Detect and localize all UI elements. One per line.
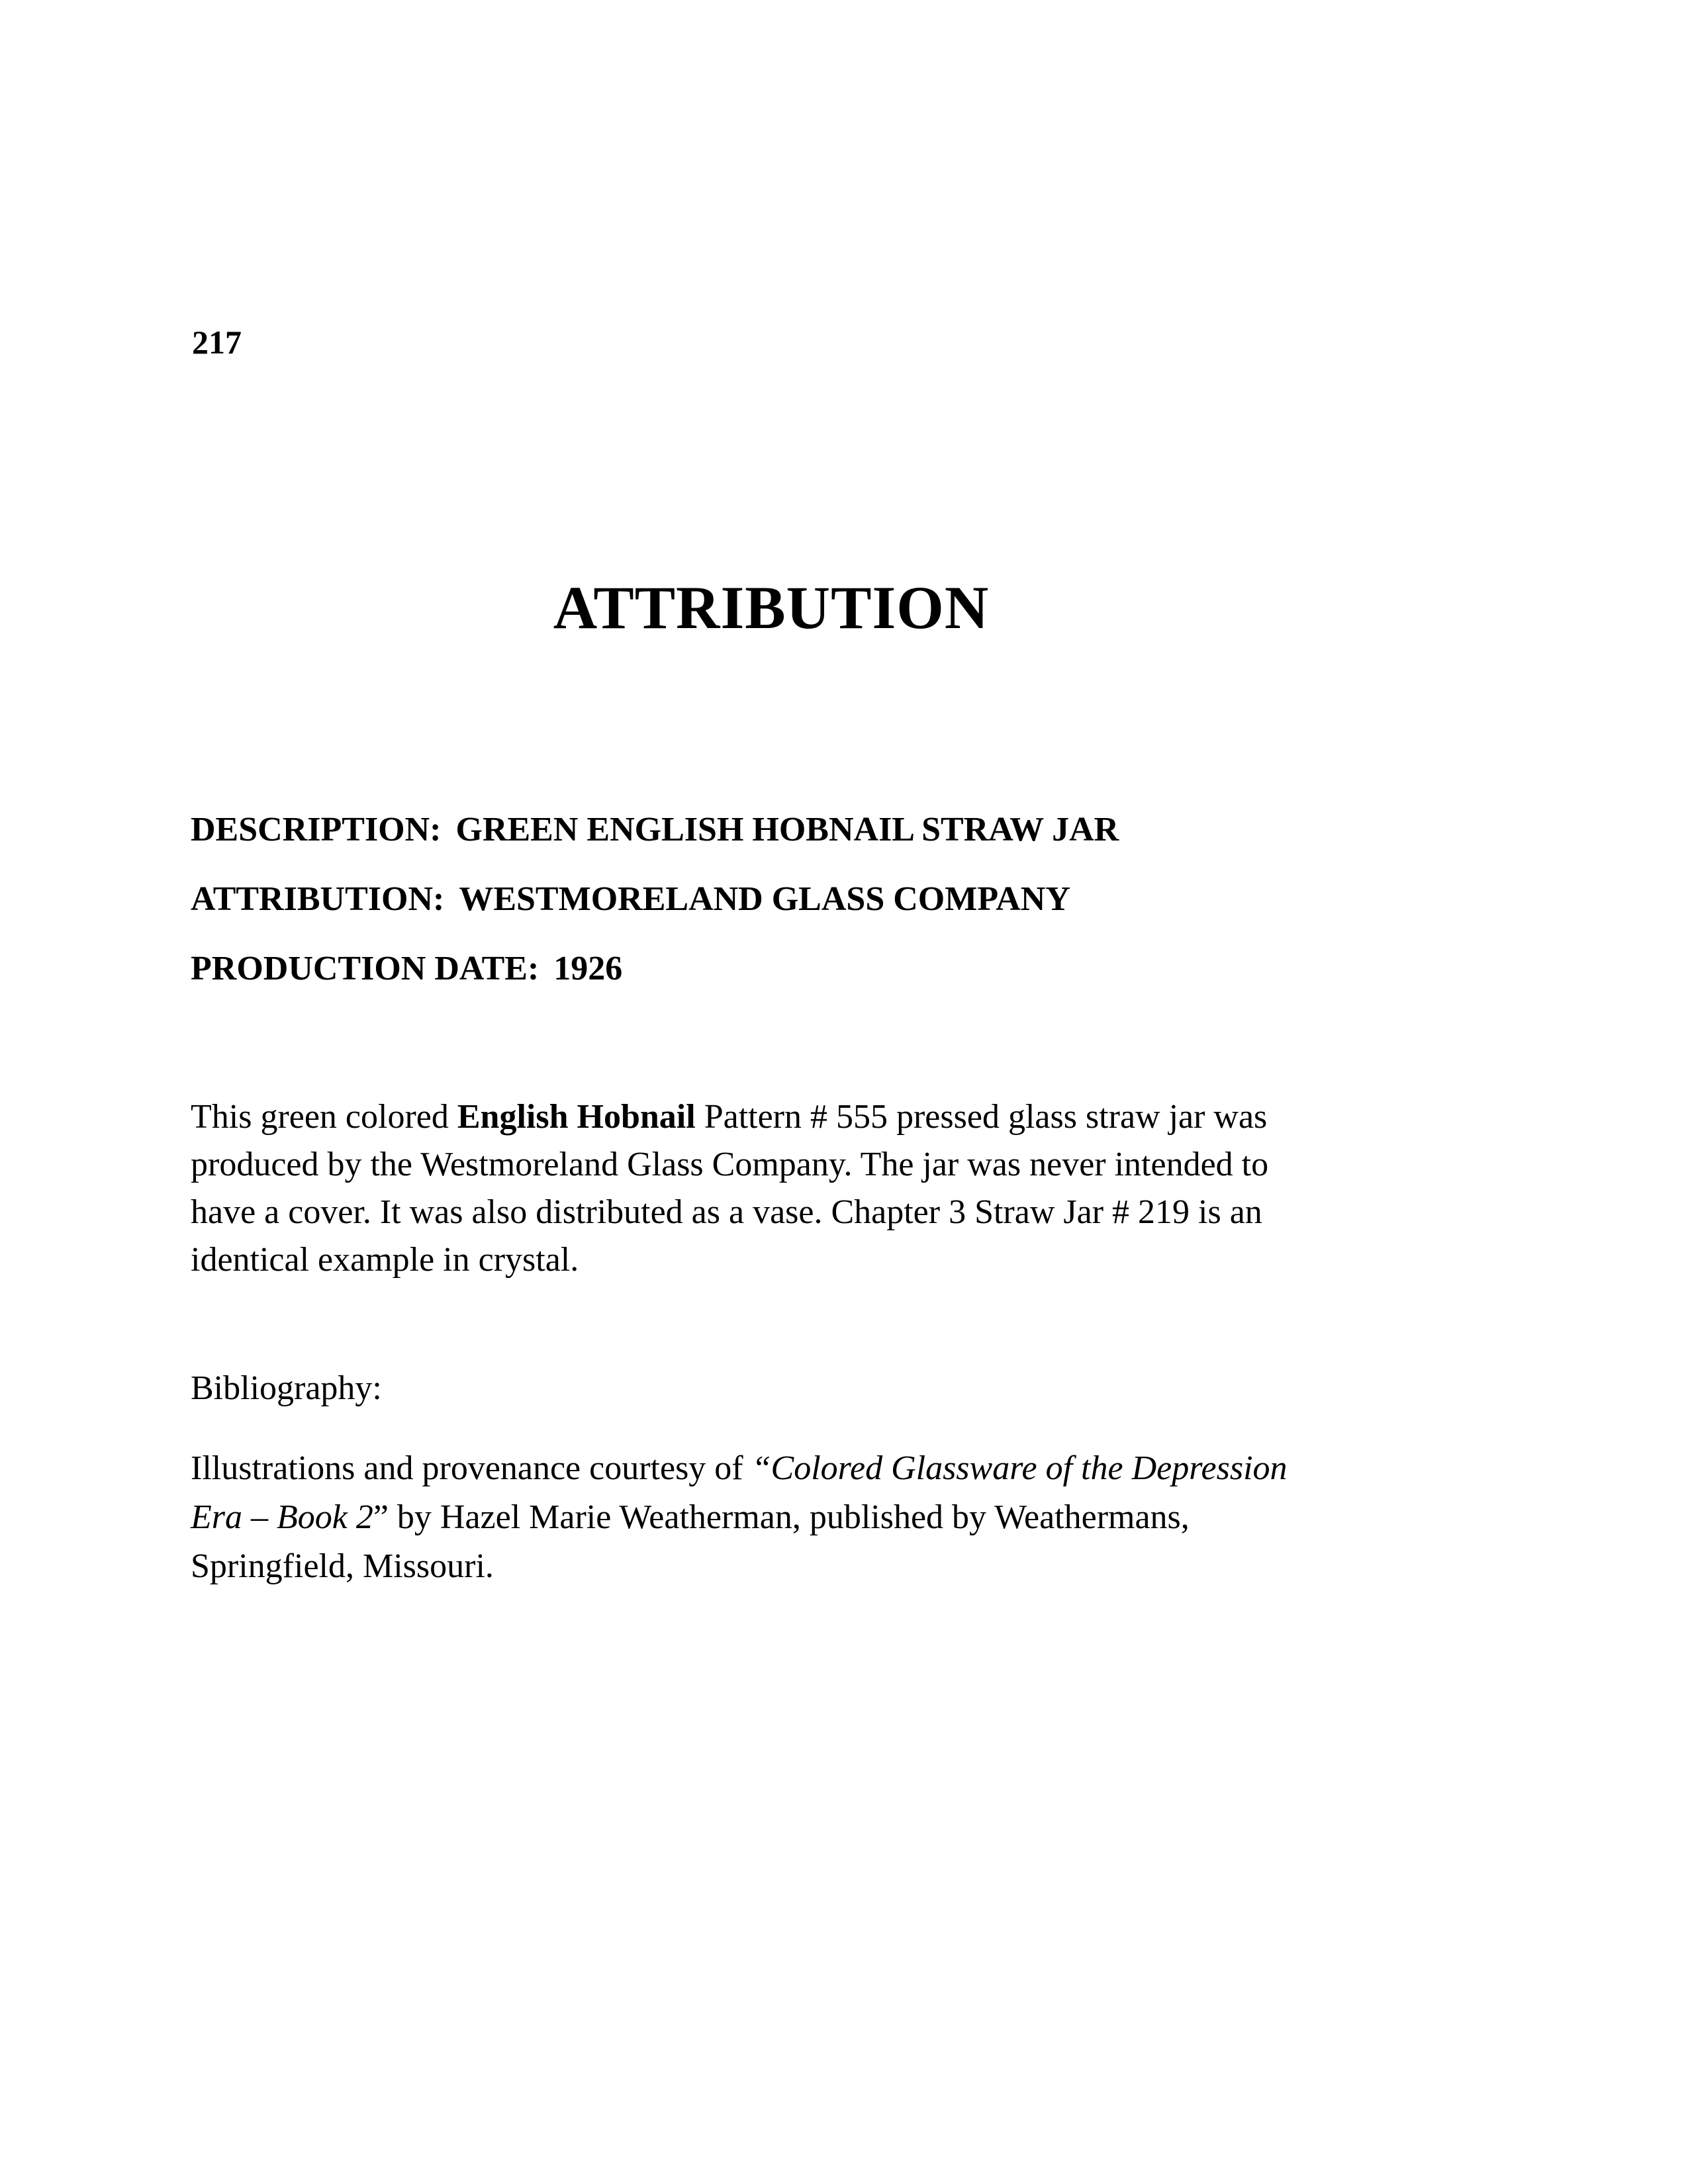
- page-title: ATTRIBUTION: [553, 574, 990, 641]
- paragraph-text: This green colored: [191, 1098, 457, 1136]
- paragraph-line: [191, 1093, 1488, 1141]
- paragraph-line: produced by the Westmoreland Glass Company. The jar was never intended to: [191, 1146, 1269, 1183]
- bibliography-line: [191, 1444, 1488, 1493]
- paragraph-line: have a cover. It was also distributed as a vase. Chapter 3 Straw Jar # 219 is an: [191, 1193, 1262, 1231]
- description-value: GREEN ENGLISH HOBNAIL STRAW JAR: [455, 811, 1119, 848]
- book-title: “Colored Glassware of the Depression: [751, 1449, 1288, 1487]
- pattern-name: English Hobnail: [457, 1098, 696, 1136]
- bibliography-text: Illustrations and provenance courtesy of: [191, 1449, 752, 1487]
- attribution-meta: [191, 813, 1119, 1021]
- attribution-line: [191, 882, 1119, 952]
- production-date-line: [191, 952, 1119, 1021]
- paragraph-text: Pattern # 555 pressed glass straw jar was: [695, 1098, 1268, 1136]
- description-label: DESCRIPTION:: [191, 811, 442, 848]
- description-line: [191, 813, 1119, 882]
- bibliography-heading: Bibliography:: [191, 1369, 382, 1407]
- production-date-value: 1926: [553, 950, 623, 987]
- attribution-value: WESTMORELAND GLASS COMPANY: [459, 880, 1070, 918]
- production-date-label: PRODUCTION DATE:: [191, 950, 539, 987]
- bibliography-line: [191, 1493, 1488, 1542]
- attribution-label: ATTRIBUTION:: [191, 880, 445, 918]
- bibliography-text: ” by Hazel Marie Weatherman, published by Weathermans,: [373, 1498, 1190, 1536]
- bibliography-line: Springfield, Missouri.: [191, 1547, 494, 1585]
- bibliography-paragraph: [191, 1444, 1488, 1591]
- page-number: 217: [192, 324, 242, 361]
- paragraph-line: identical example in crystal.: [191, 1241, 579, 1279]
- book-title: Era – Book 2: [191, 1498, 373, 1536]
- description-paragraph: [191, 1093, 1488, 1284]
